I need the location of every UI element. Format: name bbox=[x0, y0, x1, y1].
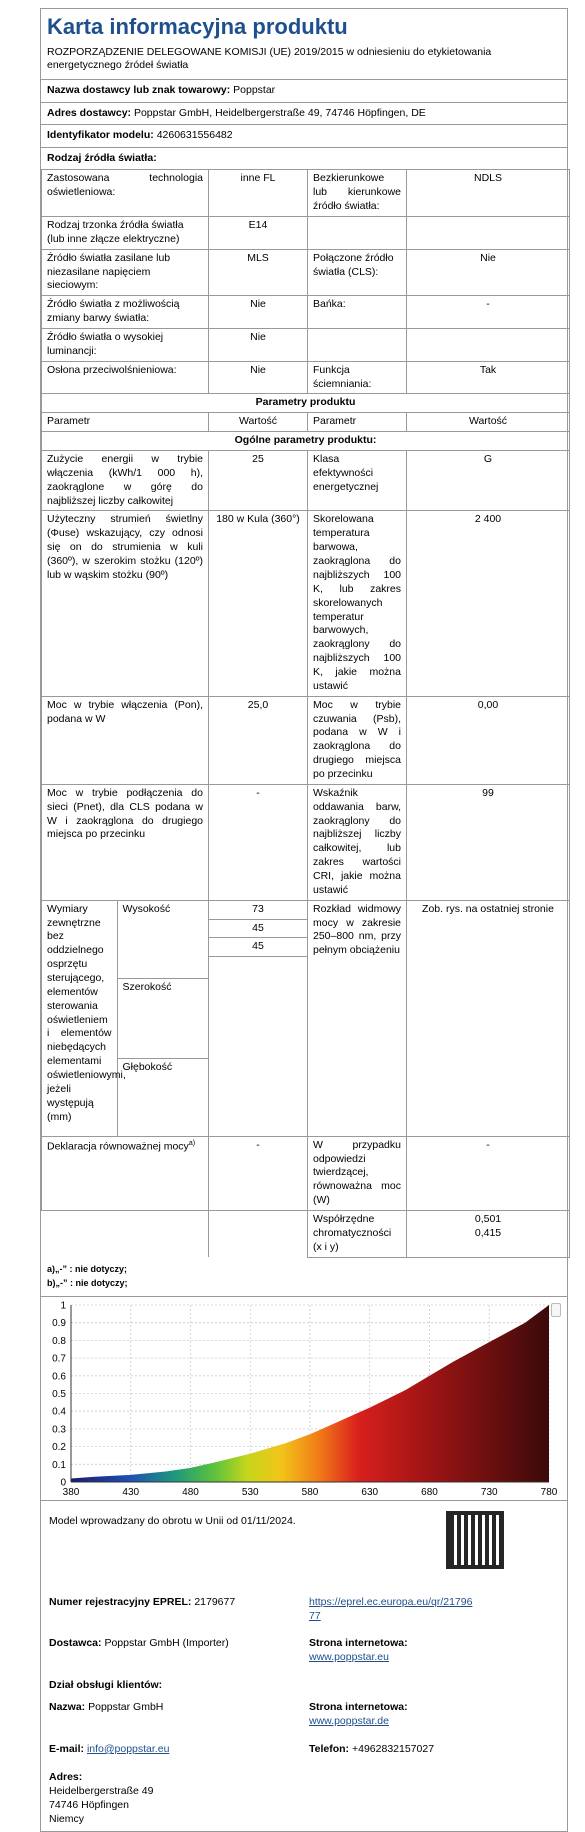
spectrum-chart bbox=[41, 1296, 567, 1501]
phone-value: +4962832157027 bbox=[351, 1742, 435, 1755]
width-value: 45 bbox=[209, 920, 307, 939]
table-row: Moc w trybie podłączenia do sieci (Pnet), dla CLS podana w W i zaokrąglona do drugiego miejsca po przecinku - Wskaźnik oddawania barw, zaokrąglony do najbliższej liczby całkowitej, lub zakres wartości CRI, jakie można ustawić 99 bbox=[42, 784, 570, 900]
x-tick-label: 580 bbox=[301, 1486, 319, 1498]
dimensions-label: Wymiary zewnętrzne bez oddzielnego osprzętu sterującego, elementów sterowania oświetleniem i elementów niebędących elementami oświetleniowymi, jeżeli występują (mm) bbox=[42, 901, 117, 1136]
y-tick-label: 0.2 bbox=[52, 1442, 66, 1454]
y-tick-label: 0.8 bbox=[52, 1335, 66, 1347]
regulation-text: ROZPORZĄDZENIE DELEGOWANE KOMISJI (UE) 2019/2015 w odniesieniu do etykietowania energetycznego źródeł światła bbox=[41, 44, 567, 80]
y-tick-label: 0.9 bbox=[52, 1318, 66, 1330]
supplier-address-row: Adres dostawcy: Poppstar GmbH, Heidelbergerstraße 49, 74746 Höpfingen, DE bbox=[41, 103, 567, 126]
supplier-value: Poppstar GmbH (Importer) bbox=[104, 1636, 229, 1649]
x-tick-label: 530 bbox=[241, 1486, 259, 1498]
qr-code-icon bbox=[446, 1511, 504, 1569]
email-link[interactable]: info@poppstar.eu bbox=[86, 1742, 170, 1755]
product-info-sheet bbox=[40, 8, 568, 1832]
table-row: Osłona przeciwolśnieniowa: Nie Funkcja ściemniania: Tak bbox=[42, 361, 570, 394]
eprel-number: 2179677 bbox=[194, 1595, 236, 1608]
footnotes: a)„-” : nie dotyczy; b)„-” : nie dotyczy; bbox=[47, 1263, 128, 1289]
table-row: Moc w trybie włączenia (Pon), podana w W 25,0 Moc w trybie czuwania (Psb), podana w W i zaokrąglona do drugiego miejsca po przecinku 0,00 bbox=[42, 696, 570, 784]
model-id-row: Identyfikator modelu: 4260631556482 bbox=[41, 125, 567, 148]
table-row: Źródło światła z możliwością zmiany barwy światła: Nie Bańka: - bbox=[42, 296, 570, 329]
customer-service-label: Dział obsługi klientów: bbox=[49, 1678, 163, 1691]
eprel-link[interactable]: https://eprel.ec.europa.eu/qr/2179677 bbox=[309, 1595, 473, 1622]
x-tick-label: 680 bbox=[421, 1486, 438, 1498]
y-tick-label: 0.6 bbox=[52, 1371, 66, 1383]
y-tick-label: 1 bbox=[60, 1300, 66, 1312]
params-col-header: Parametr Wartość Parametr Wartość bbox=[42, 413, 570, 432]
depth-value: 45 bbox=[209, 938, 307, 957]
params-header: Parametry produktu bbox=[42, 394, 570, 413]
supplier-name-row: Nazwa dostawcy lub znak towarowy: Poppstar bbox=[41, 80, 567, 103]
dimensions-row: Wymiary zewnętrzne bez oddzielnego osprzętu sterującego, elementów sterowania oświetleniem i elementów niebędących elementami oświetleniowymi, jeżeli występują (mm) Wysokość Szerokość Głębokość 73 45 45 Rozkład widmowy mocy w zakresie 250–800 nm, przy pełnym obciążeniu Zob. rys. na ostatniej stronie bbox=[42, 900, 570, 1136]
spectrum-chart-svg bbox=[41, 1297, 567, 1500]
table-row: Zastosowana technologia oświetleniowa: inne FL Bezkierunkowe lub kierunkowe źródło światła: NDLS bbox=[42, 170, 570, 217]
y-tick-label: 0.5 bbox=[52, 1388, 66, 1400]
address-line: Niemcy bbox=[49, 1812, 85, 1825]
table-row: Źródło światła zasilane lub niezasilane napięciem sieciowym: MLS Połączone źródło światła (CLS): Nie bbox=[42, 249, 570, 296]
x-tick-label: 630 bbox=[361, 1486, 379, 1498]
light-source-table bbox=[41, 169, 570, 1257]
y-tick-label: 0 bbox=[60, 1477, 66, 1489]
page-title: Karta informacyjna produktu bbox=[47, 14, 348, 39]
x-tick-label: 780 bbox=[540, 1486, 558, 1498]
height-value: 73 bbox=[209, 901, 307, 920]
supplier-website-link[interactable]: www.poppstar.eu bbox=[309, 1650, 389, 1663]
y-tick-label: 0.1 bbox=[52, 1459, 66, 1471]
general-params-header: Ogólne parametry produktu: bbox=[42, 432, 570, 451]
x-tick-label: 480 bbox=[182, 1486, 199, 1498]
table-row: Współrzędne chromatyczności (x i y) 0,501 0,415 bbox=[42, 1210, 570, 1257]
y-tick-label: 0.7 bbox=[52, 1353, 66, 1365]
table-row: Rodzaj trzonka źródła światła (lub inne złącze elektryczne) E14 bbox=[42, 217, 570, 250]
service-website-link[interactable]: www.poppstar.de bbox=[309, 1714, 389, 1727]
address-line: Heidelbergerstraße 49 bbox=[49, 1784, 154, 1797]
y-tick-label: 0.4 bbox=[52, 1406, 66, 1418]
x-tick-label: 380 bbox=[62, 1486, 80, 1498]
address-line: 74746 Höpfingen bbox=[49, 1798, 129, 1811]
x-tick-label: 730 bbox=[480, 1486, 498, 1498]
light-source-type-header: Rodzaj źródła światła: bbox=[47, 151, 157, 164]
table-row: Źródło światła o wysokiej luminancji: Nie bbox=[42, 329, 570, 362]
table-row: Deklaracja równoważnej mocy$^{a)}$ - W przypadku odpowiedzi twierdzącej, równoważna moc (W) - bbox=[42, 1136, 570, 1210]
bottom-section: Model wprowadzany do obrotu w Unii od 01/11/2024. Numer rejestracyjny EPREL: 2179677 https://eprel.ec.europa.eu/qr/2179677 Dostawca: Poppstar GmbH (Importer) Strona internetowa: www.poppstar.eu Dział obsługi klientów: Nazwa: Poppstar GmbH Strona internetowa: www.poppstar.de E-mail: info@poppstar.eu Telefon: +4962832157027 Adres: Heidelbergerstraße 49 74746 Höpfingen Niemcy bbox=[41, 1501, 567, 1831]
chart-menu-icon[interactable] bbox=[551, 1303, 561, 1317]
y-tick-label: 0.3 bbox=[52, 1424, 66, 1436]
market-date: Model wprowadzany do obrotu w Unii od 01/11/2024. bbox=[49, 1514, 296, 1527]
table-row: Zużycie energii w trybie włączenia (kWh/1 000 h), zaokrąglone w górę do najbliższej liczby całkowitej 25 Klasa efektywności energetycznej G bbox=[42, 451, 570, 511]
x-tick-label: 430 bbox=[122, 1486, 140, 1498]
table-row: Użyteczny strumień świetlny (Φuse) wskazujący, czy odnosi się on do strumienia w kuli (360º), w szerokim stożku (120º) lub w wąskim stożku (90º) 180 w Kula (360°) Skorelowana temperatura barwowa, zaokrąglona do najbliższych 100 K, lub zakres skorelowanych temperatur barwowych, zaokrąglony do najbliższych 100 K, jakie można ustawić 2 400 bbox=[42, 511, 570, 696]
